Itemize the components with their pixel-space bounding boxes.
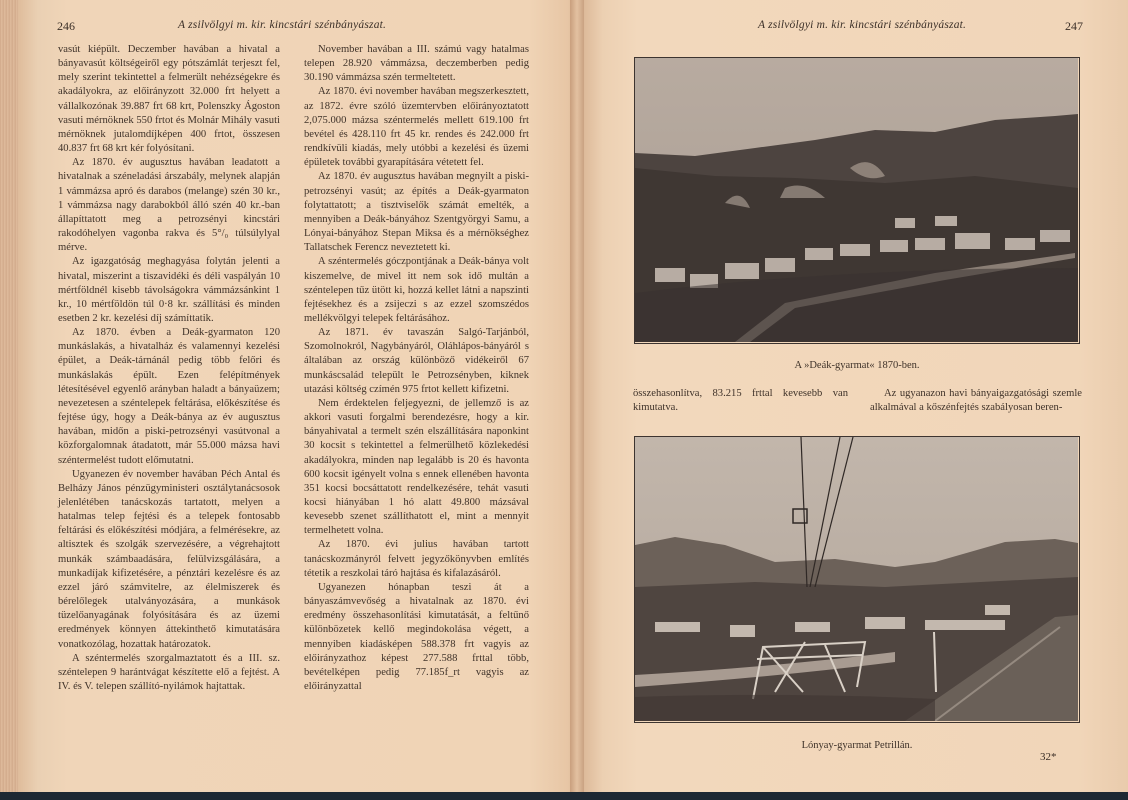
paragraph: Ugyanezen hónapban teszi át a bányaszámvevőség a hivatalnak az 1870. évi eredmény összehasonlítási kimutatását, a feltűnő különbözetek kellő megindokolása végett, a mennyiben kiadásképen 588.378 frt vagyis az előirányzathoz képest 277.588 frttal több, bevételképen pedig 77.185f_rt vagyis az előirányzattal (304, 581, 529, 693)
photo-caption: A »Deák-gyarmat« 1870-ben. (794, 360, 920, 371)
signature-mark: 32* (1040, 751, 1057, 763)
paragraph: Az igazgatóság meghagyása folytán jelenti a hivatal, miszerint a tiszavidéki és déli vaspályán 10 mértföldnél kisebb távolságokra vámmázsánkint 1 kr., 10 mértföldön túl 0·8 kr. szállítási és minden esetben 2 kr. kezelési díj számíttatik. (58, 256, 280, 324)
photo-caption: Lónyay-gyarmat Petrillán. (801, 740, 913, 751)
left-running-head (178, 19, 386, 31)
left-column-2 (304, 43, 529, 694)
paragraph: összehasonlítva, 83.215 frttal kevesebb van kimutatva. (633, 388, 848, 414)
scanner-background (0, 792, 1128, 800)
running-head-title: A zsilvölgyi m. kir. kincstári szénbányászat. (758, 19, 967, 31)
photo-lonyay-gyarmat (634, 436, 1080, 723)
book-gutter (570, 0, 584, 792)
right-column-2 (870, 387, 1082, 415)
paragraph: Nem érdektelen feljegyezni, de jellemző is az akkori vasuti forgalmi berendezésre, hogy a kir. bányahivatal a termelt szén elszállítására naponkint 30 kocsit s tekintettel a felmerülhető közlekedési akadályokra, minden nap legalább is 20 és havonta 600 kocsit igényelt volna s ennek ellenében havonta 351 kocsi bocsáttatott rendelkezésére, tehát vasuti kocsi hiányában 1 hó alatt 49.800 mázsával kevesebb szenet szállíthatott el, mint a mennyit termelhetett volna. (304, 397, 529, 537)
right-column-1 (633, 387, 848, 415)
paragraph: vasút kiépült. Deczember havában a hivatal a bányavasút költségeiről egy pótszámlát terjeszt fel, mely szerint tekintettel a felmerült nehézségekre és akadályokra, az előirányzott 32.000 frt helyett a vállalkozónak 39.887 frt 68 krt, Polenszky Ágoston vasuti mérnöknek 550 frtot és Molnár Mihály vasuti mérnöknek jutalomdíjképen 400 frtot, összesen 40.837 frt 68 krt kér folyósítani. (58, 44, 280, 155)
paragraph: A széntermelés szorgalmaztatott és a III. sz. széntelepen 9 harántvágat készítette elő a fejtést. A IV. és V. telepen szállító-nyilámok hajtattak. (58, 652, 280, 693)
paragraph: Ugyanezen év november havában Péch Antal és Belházy János pénzügyministeri osztálytanácsosok jelenlétében tanácskozás tartatott, melyen a hatalmas telep fejtési és a telepek fontosabb feltárási és előkészítési módjára, a felmérésekre, az altisztek és szolgák szervezésére, a végrehajtott munkák számbaadására, felülvizsgálására, a munkadíjak kifizetésére, a pénztári kezelésre és az ezzel járó számvitelre, az élelmiszerek és bérelőlegek utalványozására, a munkások tüzelőanyagának folyósítására és az üzemi eredmények könnyen áttekinthető kimutatására vonatkozólag, hozattak határozatok. (58, 468, 280, 650)
running-head-title: A zsilvölgyi m. kir. kincstári szénbányászat. (178, 19, 387, 31)
paragraph: Az 1871. év tavaszán Salgó-Tarjánból, Szomolnokról, Nagybányáról, Oláhlápos-bányáról s általában az ország különböző vidékeiről 67 munkáscsalád települt le Petrozsényben, kiknek utazási költség czímén 975 frtot kellett kifizetni. (304, 327, 529, 395)
paragraph: A széntermelés góczpontjának a Deák-bánya volt kiszemelve, de mivel itt nem sok idő multán a széntelepen tűz ütött ki, hozzá kellet látni a napszinti fejtésekhez és a zsijeczi s az ezzel szomszédos mellékvölgyi telepek feltárásához. (304, 256, 529, 324)
paragraph: Az 1870. évi november havában megszerkesztett, az 1872. évre szóló üzemtervben előirányoztatott 2,075.000 mázsa széntermelés mellett 619.100 frt bevétel és 428.110 frt 45 kr. rendes és 242.000 frt rendkívüli kiadás, mely utóbbi a kezelési és üzemi épületek további gyarapítására vétetett fel. (304, 86, 529, 169)
cableway-village-image (635, 437, 1078, 721)
paragraph: Az 1870. év augusztus havában leadatott a hivatalnak a széneladási árszabály, melynek alapján 1 vámmázsa apró és darabos (melange) szén 30 kr., 1 vámmázsa nagy darabokból álló szén 40 kr.-ban állapíttatott meg a petrozsényi kincstári rakodóhelyen vagonba rakva és 5°/₀ túlsúlylyal mérve. (58, 157, 280, 254)
paragraph: Az 1870. évben a Deák-gyarmaton 120 munkáslakás, a hivatalház és valamennyi kezelési épület, a Deák-tárnánál pedig több felőri és munkáslakás épült. Ezen felépítmények létesítésével egyenlő arányban haladt a bányaüzem; nevezetesen a széntelepek feltárása, előkészítése és fejtése úgy, hogy a Deák-bánya az év augusztus havában, midőn a piski-petrozsényi vasútvonal a közforgalomnak átadatott, már 55.000 mázsa havi széntermelést tudott előmutatni. (58, 327, 280, 466)
landscape-village-image (635, 58, 1078, 342)
left-column-1 (58, 43, 280, 694)
paragraph: Az 1870. év augusztus havában megnyilt a piski-petrozsényi vasút; az építés a Deák-gyarmaton folytattatott; a tisztviselők számát emelték, a mennyiben a Deák-bányához Szentgyörgyi Samu, a Lónyai-bányához Stepan Miksa és a mérnökséghez Tallatschek Ferencz neveztetett ki. (304, 171, 529, 254)
left-page-number: 246 (57, 19, 75, 33)
paragraph: Az ugyanazon havi bányaigazgatósági szemle alkalmával a kőszénfejtés szabályosan beren- (870, 388, 1082, 414)
right-page-number: 247 (1065, 19, 1083, 33)
photo-deak-gyarmat (634, 57, 1080, 344)
paragraph: Az 1870. évi julius havában tartott tanácskozmányról felvett jegyzőkönyvben említés tétetik a reszkolai táró hajtása és kifalazásáról. (304, 539, 529, 579)
paragraph: November havában a III. számú vagy hatalmas telepen 28.920 vámmázsa, deczemberben pedig 30.190 vámmázsa szén termeltetett. (304, 44, 529, 84)
right-running-head (758, 19, 966, 31)
page-edges (0, 0, 18, 792)
